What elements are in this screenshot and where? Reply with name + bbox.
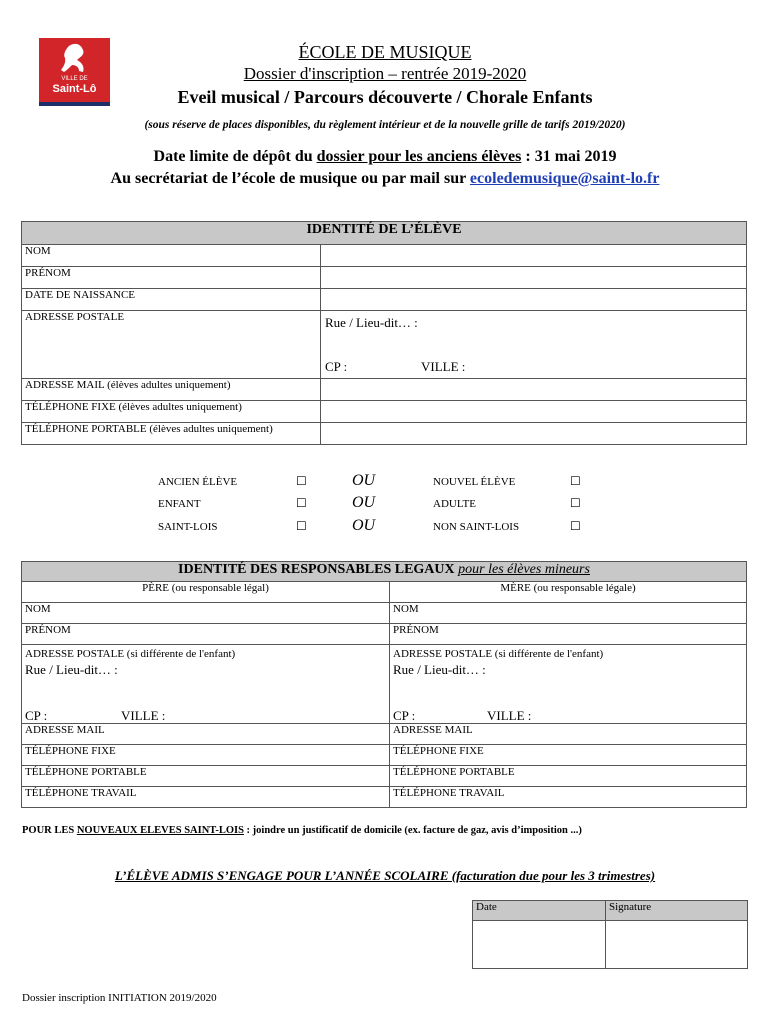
choice-left-2: SAINT-LOIS: [158, 521, 218, 533]
mother-ville-label: VILLE :: [487, 708, 532, 723]
father-phone-fixed[interactable]: TÉLÉPHONE FIXE: [22, 745, 390, 766]
disclaimer: (sous réserve de places disponibles, du règlement intérieur et de la nouvelle grille de tarifs 2019/2020): [144, 119, 626, 131]
note-suffix: : joindre un justificatif de domicile (ex. facture de gaz, avis d’imposition ...): [243, 825, 582, 836]
mother-nom[interactable]: NOM: [390, 603, 747, 624]
mother-address[interactable]: [390, 645, 747, 724]
father-ville-label: VILLE :: [121, 708, 166, 723]
mother-phone-mobile[interactable]: TÉLÉPHONE PORTABLE: [390, 766, 747, 787]
mother-header: MÈRE (ou responsable légale): [390, 582, 747, 603]
date-field[interactable]: [473, 921, 606, 969]
logo-small-text: VILLE DE: [61, 76, 88, 82]
deadline-suffix: : 31 mai 2019: [521, 148, 617, 165]
deadline-line: [0, 148, 770, 166]
mother-cp-label: CP :: [393, 708, 416, 723]
address-field[interactable]: [321, 311, 747, 379]
checkbox-saint-lois[interactable]: ☐: [296, 519, 307, 533]
note-prefix: POUR LES: [22, 825, 77, 836]
phone-mobile-label: TÉLÉPHONE PORTABLE (élèves adultes uniquement): [22, 423, 321, 445]
submit-text: Au secrétariat de l’école de musique ou par mail sur: [110, 170, 470, 187]
cp-label: CP :: [325, 359, 348, 374]
ou-label-2: OU: [352, 517, 376, 534]
mother-street-label: Rue / Lieu-dit… :: [393, 662, 486, 677]
father-phone-mobile[interactable]: TÉLÉPHONE PORTABLE: [22, 766, 390, 787]
mail-label: ADRESSE MAIL (élèves adultes uniquement): [22, 379, 321, 401]
form-subtitle: Dossier d'inscription – rentrée 2019-2020: [243, 64, 527, 83]
ville-label: VILLE :: [421, 359, 466, 374]
programs-title: Eveil musical / Parcours découverte / Chorale Enfants: [177, 87, 593, 107]
guardians-heading-cell: [22, 562, 747, 582]
engagement-statement: L’ÉLÈVE ADMIS S’ENGAGE POUR L’ANNÉE SCOLAIRE (facturation due pour les 3 trimestres): [114, 868, 656, 883]
father-phone-work[interactable]: TÉLÉPHONE TRAVAIL: [22, 787, 390, 808]
checkbox-enfant[interactable]: ☐: [296, 496, 307, 510]
date-header: Date: [473, 901, 606, 921]
submit-line: [0, 170, 770, 188]
school-title: ÉCOLE DE MUSIQUE: [298, 42, 472, 62]
father-address-label: ADRESSE POSTALE (si différente de l'enfant): [25, 648, 236, 660]
birthdate-field[interactable]: [321, 289, 747, 311]
choice-right-2: NON SAINT-LOIS: [433, 521, 520, 533]
prenom-field[interactable]: [321, 267, 747, 289]
mother-phone-fixed[interactable]: TÉLÉPHONE FIXE: [390, 745, 747, 766]
street-label: Rue / Lieu-dit… :: [325, 315, 418, 330]
birthdate-label: DATE DE NAISSANCE: [22, 289, 321, 311]
mother-prenom[interactable]: PRÉNOM: [390, 624, 747, 645]
mother-phone-work[interactable]: TÉLÉPHONE TRAVAIL: [390, 787, 747, 808]
choice-right-1: ADULTE: [433, 498, 476, 510]
father-address[interactable]: [22, 645, 390, 724]
choice-left-0: ANCIEN ÉLÈVE: [158, 476, 238, 488]
guardians-table: [21, 561, 747, 808]
mother-address-label: ADRESSE POSTALE (si différente de l'enfant): [393, 648, 604, 660]
note-underlined: NOUVEAUX ELEVES SAINT-LOIS: [76, 825, 244, 836]
deadline-underlined: dossier pour les anciens élèves: [316, 148, 522, 165]
mother-mail[interactable]: ADRESSE MAIL: [390, 724, 747, 745]
mail-field[interactable]: [321, 379, 747, 401]
deadline-prefix: Date limite de dépôt du: [153, 148, 317, 165]
signature-header: Signature: [606, 901, 748, 921]
checkbox-nouvel[interactable]: ☐: [570, 474, 581, 488]
father-nom[interactable]: NOM: [22, 603, 390, 624]
father-cp-label: CP :: [25, 708, 48, 723]
choice-right-0: NOUVEL ÉLÈVE: [433, 476, 516, 488]
guardians-heading: IDENTITÉ DES RESPONSABLES LEGAUX: [178, 562, 455, 577]
ou-label-1: OU: [352, 494, 376, 511]
checkbox-non-saint-lois[interactable]: ☐: [570, 519, 581, 533]
nom-label: NOM: [22, 245, 321, 267]
footer-text: Dossier inscription INITIATION 2019/2020: [22, 992, 217, 1004]
phone-mobile-field[interactable]: [321, 423, 747, 445]
email-link[interactable]: ecoledemusique@saint-lo.fr: [469, 170, 660, 187]
father-header: PÈRE (ou responsable légal): [22, 582, 390, 603]
address-label: ADRESSE POSTALE: [22, 311, 321, 379]
logo-text: Saint-Lô: [52, 83, 97, 95]
father-street-label: Rue / Lieu-dit… :: [25, 662, 118, 677]
signature-field[interactable]: [606, 921, 748, 969]
prenom-label: PRÉNOM: [22, 267, 321, 289]
checkbox-adulte[interactable]: ☐: [570, 496, 581, 510]
father-prenom[interactable]: PRÉNOM: [22, 624, 390, 645]
guardians-heading-note: pour les élèves mineurs: [458, 562, 590, 577]
ou-label-0: OU: [352, 472, 376, 489]
signature-table: [472, 900, 748, 969]
nom-field[interactable]: [321, 245, 747, 267]
checkbox-ancien[interactable]: ☐: [296, 474, 307, 488]
choice-left-1: ENFANT: [158, 498, 201, 510]
phone-fixed-field[interactable]: [321, 401, 747, 423]
student-heading: IDENTITÉ DE L’ÉLÈVE: [22, 222, 747, 245]
student-identity-table: [21, 221, 747, 445]
phone-fixed-label: TÉLÉPHONE FIXE (élèves adultes uniquement): [22, 401, 321, 423]
father-mail[interactable]: ADRESSE MAIL: [22, 724, 390, 745]
new-students-note: [22, 825, 582, 836]
